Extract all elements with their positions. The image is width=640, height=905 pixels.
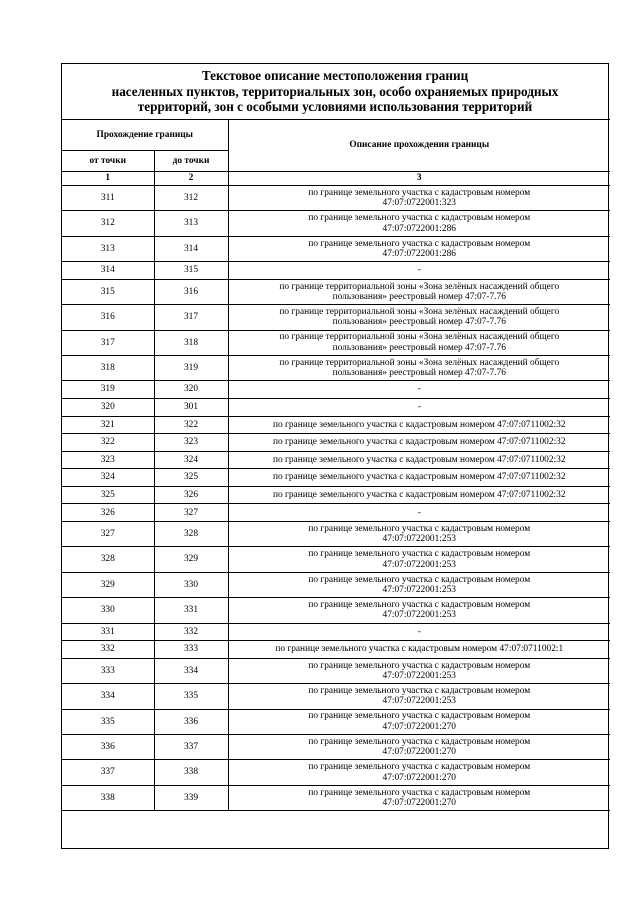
cell-to-point: 337 bbox=[154, 735, 228, 760]
description-line-1: по границе земельного участка с кадастровым номером 47:07:0711002:32 bbox=[272, 489, 566, 500]
description-line-2: 47:07:0722001:253 bbox=[382, 671, 456, 682]
cell-to-point: 320 bbox=[154, 381, 228, 399]
description-line-2: 47:07:0722001:253 bbox=[382, 696, 456, 707]
description-line-1: - bbox=[417, 626, 421, 637]
cell-description bbox=[228, 760, 610, 785]
cell-description bbox=[228, 211, 610, 236]
table-row bbox=[62, 186, 610, 211]
cell-from-point: 318 bbox=[62, 355, 154, 380]
table-row bbox=[62, 416, 610, 434]
cell-to-point: 331 bbox=[154, 598, 228, 623]
cell-to-point: 333 bbox=[154, 641, 228, 659]
title-line-2: населенных пунктов, территориальных зон, особо охраняемых природных bbox=[111, 83, 559, 99]
table-row bbox=[62, 434, 610, 452]
table-row bbox=[62, 236, 610, 261]
cell-from-point: 324 bbox=[62, 469, 154, 487]
cell-to-point: 327 bbox=[154, 504, 228, 522]
description-line-2: 47:07:0722001:286 bbox=[382, 223, 456, 234]
description-line-1: по границе земельного участка с кадастровым номером 47:07:0711002:32 bbox=[272, 437, 566, 448]
cell-from-point: 335 bbox=[62, 709, 154, 734]
cell-from-point: 338 bbox=[62, 785, 154, 810]
table-row bbox=[62, 211, 610, 236]
cell-description bbox=[228, 547, 610, 572]
cell-to-point: 314 bbox=[154, 236, 228, 261]
description-line-1: по границе земельного участка с кадастровым номером bbox=[308, 574, 531, 585]
cell-from-point: 322 bbox=[62, 434, 154, 452]
description-line-1: по границе земельного участка с кадастровым номером bbox=[308, 660, 531, 671]
description-line-1: по границе территориальной зоны «Зона зелёных насаждений общего bbox=[279, 332, 560, 343]
table-row bbox=[62, 522, 610, 547]
cell-description bbox=[228, 355, 610, 380]
table-row bbox=[62, 262, 610, 280]
description-line-1: по границе земельного участка с кадастровым номером bbox=[308, 686, 531, 696]
table-row bbox=[62, 735, 610, 760]
cell-from-point: 331 bbox=[62, 623, 154, 641]
cell-to-point: 325 bbox=[154, 469, 228, 487]
cell-from-point: 333 bbox=[62, 658, 154, 683]
cell-description bbox=[228, 236, 610, 261]
cell-description bbox=[228, 709, 610, 734]
cell-to-point: 339 bbox=[154, 785, 228, 810]
cell-from-point: 327 bbox=[62, 522, 154, 547]
cell-description bbox=[228, 684, 610, 709]
cell-description bbox=[228, 785, 610, 810]
description-line-1: по границе земельного участка с кадастровым номером bbox=[308, 762, 531, 773]
description-line-2: 47:07:0722001:270 bbox=[382, 772, 456, 783]
cell-from-point: 330 bbox=[62, 598, 154, 623]
cell-to-point: 336 bbox=[154, 709, 228, 734]
description-line-1: по границе земельного участка с кадастровым номером bbox=[308, 187, 531, 198]
table-row bbox=[62, 760, 610, 785]
cell-description bbox=[228, 398, 610, 416]
description-line-2: 47:07:0722001:253 bbox=[382, 559, 456, 570]
cell-from-point: 328 bbox=[62, 547, 154, 572]
cell-description bbox=[228, 305, 610, 330]
table-row bbox=[62, 381, 610, 399]
cell-to-point: 330 bbox=[154, 572, 228, 597]
cell-from-point: 316 bbox=[62, 305, 154, 330]
table-row bbox=[62, 547, 610, 572]
table-row bbox=[62, 785, 610, 810]
description-line-2: 47:07:0722001:270 bbox=[382, 747, 456, 758]
description-line-1: по границе земельного участка с кадастровым номером bbox=[308, 736, 531, 747]
cell-from-point: 332 bbox=[62, 641, 154, 659]
cell-description bbox=[228, 522, 610, 547]
header-col-number-2: 2 bbox=[154, 172, 228, 186]
cell-from-point: 336 bbox=[62, 735, 154, 760]
header-boundary-passage: Прохождение границы bbox=[62, 120, 228, 151]
cell-description bbox=[228, 623, 610, 641]
cell-description bbox=[228, 381, 610, 399]
cell-to-point: 317 bbox=[154, 305, 228, 330]
table-row bbox=[62, 572, 610, 597]
table-row bbox=[62, 279, 610, 304]
description-line-1: - bbox=[417, 265, 421, 276]
cell-to-point: 334 bbox=[154, 658, 228, 683]
cell-from-point: 319 bbox=[62, 381, 154, 399]
cell-from-point: 323 bbox=[62, 451, 154, 469]
title-line-3: территорий, зон с особыми условиями использования территорий bbox=[137, 99, 533, 114]
table-row bbox=[62, 398, 610, 416]
table-row bbox=[62, 355, 610, 380]
cell-from-point: 312 bbox=[62, 211, 154, 236]
cell-description bbox=[228, 598, 610, 623]
cell-description bbox=[228, 279, 610, 304]
description-line-1: по границе земельного участка с кадастровым номером 47:07:0711002:32 bbox=[272, 454, 566, 465]
header-col-number-1: 1 bbox=[62, 172, 154, 186]
description-line-2: 47:07:0722001:253 bbox=[382, 534, 456, 545]
table-row bbox=[62, 641, 610, 659]
title-line-1: Текстовое описание местоположения границ bbox=[201, 68, 469, 83]
cell-description bbox=[228, 486, 610, 504]
description-line-2: пользования» реестровый номер 47:07-7.76 bbox=[332, 317, 506, 328]
table-row bbox=[62, 623, 610, 641]
description-line-2: 47:07:0722001:286 bbox=[382, 248, 456, 259]
description-line-1: по границе земельного участка с кадастровым номером bbox=[308, 549, 531, 560]
cell-description bbox=[228, 451, 610, 469]
cell-from-point: 313 bbox=[62, 236, 154, 261]
boundary-table bbox=[62, 119, 610, 811]
cell-description bbox=[228, 504, 610, 522]
cell-to-point: 324 bbox=[154, 451, 228, 469]
table-row bbox=[62, 330, 610, 355]
cell-to-point: 322 bbox=[154, 416, 228, 434]
description-line-2: 47:07:0722001:253 bbox=[382, 585, 456, 596]
cell-from-point: 329 bbox=[62, 572, 154, 597]
table-row bbox=[62, 598, 610, 623]
cell-to-point: 316 bbox=[154, 279, 228, 304]
cell-from-point: 326 bbox=[62, 504, 154, 522]
cell-description bbox=[228, 641, 610, 659]
cell-to-point: 319 bbox=[154, 355, 228, 380]
cell-to-point: 318 bbox=[154, 330, 228, 355]
table-row bbox=[62, 451, 610, 469]
cell-description bbox=[228, 469, 610, 487]
cell-to-point: 338 bbox=[154, 760, 228, 785]
description-line-1: по границе земельного участка с кадастровым номером 47:07:0711002:32 bbox=[272, 419, 566, 430]
cell-to-point: 328 bbox=[154, 522, 228, 547]
description-line-1: по границе территориальной зоны «Зона зелёных насаждений общего bbox=[279, 306, 560, 317]
description-line-1: по границе земельного участка с кадастровым номером bbox=[308, 523, 531, 534]
description-line-1: по границе территориальной зоны «Зона зелёных насаждений общего bbox=[279, 281, 560, 292]
cell-description bbox=[228, 735, 610, 760]
cell-to-point: 323 bbox=[154, 434, 228, 452]
header-description: Описание прохождения границы bbox=[228, 120, 610, 172]
cell-to-point: 326 bbox=[154, 486, 228, 504]
description-line-1: по границе земельного участка с кадастровым номером bbox=[308, 238, 531, 249]
cell-to-point: 315 bbox=[154, 262, 228, 280]
table-body bbox=[62, 186, 610, 811]
cell-to-point: 313 bbox=[154, 211, 228, 236]
cell-from-point: 314 bbox=[62, 262, 154, 280]
cell-description bbox=[228, 572, 610, 597]
table-row bbox=[62, 658, 610, 683]
table-row bbox=[62, 469, 610, 487]
description-line-1: по границе земельного участка с кадастровым номером bbox=[308, 787, 531, 798]
table-row bbox=[62, 684, 610, 709]
table-row bbox=[62, 709, 610, 734]
cell-to-point: 329 bbox=[154, 547, 228, 572]
cell-description bbox=[228, 658, 610, 683]
description-line-2: пользования» реестровый номер 47:07-7.76 bbox=[332, 342, 506, 353]
description-line-1: по границе земельного участка с кадастровым номером 47:07:0711002:1 bbox=[275, 644, 564, 655]
description-line-1: - bbox=[417, 384, 421, 395]
cell-from-point: 337 bbox=[62, 760, 154, 785]
description-line-1: по границе земельного участка с кадастровым номером bbox=[308, 711, 531, 722]
cell-to-point: 301 bbox=[154, 398, 228, 416]
table-row bbox=[62, 486, 610, 504]
cell-to-point: 335 bbox=[154, 684, 228, 709]
document-frame bbox=[61, 63, 609, 849]
cell-description bbox=[228, 262, 610, 280]
cell-from-point: 325 bbox=[62, 486, 154, 504]
table-row bbox=[62, 504, 610, 522]
description-line-1: по границе земельного участка с кадастровым номером 47:07:0711002:32 bbox=[272, 472, 566, 483]
description-line-2: пользования» реестровый номер 47:07-7.76 bbox=[332, 291, 506, 302]
cell-from-point: 321 bbox=[62, 416, 154, 434]
cell-from-point: 315 bbox=[62, 279, 154, 304]
description-line-2: пользования» реестровый номер 47:07-7.76 bbox=[332, 368, 506, 379]
description-line-1: - bbox=[417, 402, 421, 413]
description-line-2: 47:07:0722001:270 bbox=[382, 721, 456, 732]
description-line-1: по границе земельного участка с кадастровым номером bbox=[308, 600, 531, 611]
cell-description bbox=[228, 416, 610, 434]
header-col-number-3: 3 bbox=[228, 172, 610, 186]
document-title bbox=[62, 64, 608, 119]
cell-from-point: 334 bbox=[62, 684, 154, 709]
cell-to-point: 332 bbox=[154, 623, 228, 641]
header-to-point: до точки bbox=[154, 151, 228, 172]
header-from-point: от точки bbox=[62, 151, 154, 172]
cell-description bbox=[228, 330, 610, 355]
description-line-1: по границе территориальной зоны «Зона зелёных насаждений общего bbox=[279, 357, 560, 368]
description-line-1: по границе земельного участка с кадастровым номером bbox=[308, 213, 531, 224]
description-line-2: 47:07:0722001:323 bbox=[382, 198, 456, 209]
cell-from-point: 311 bbox=[62, 186, 154, 211]
cell-description bbox=[228, 434, 610, 452]
cell-from-point: 320 bbox=[62, 398, 154, 416]
description-line-2: 47:07:0722001:253 bbox=[382, 610, 456, 621]
description-line-1: - bbox=[417, 507, 421, 518]
table-row bbox=[62, 305, 610, 330]
cell-description bbox=[228, 186, 610, 211]
cell-to-point: 312 bbox=[154, 186, 228, 211]
description-line-2: 47:07:0722001:270 bbox=[382, 797, 456, 808]
cell-from-point: 317 bbox=[62, 330, 154, 355]
